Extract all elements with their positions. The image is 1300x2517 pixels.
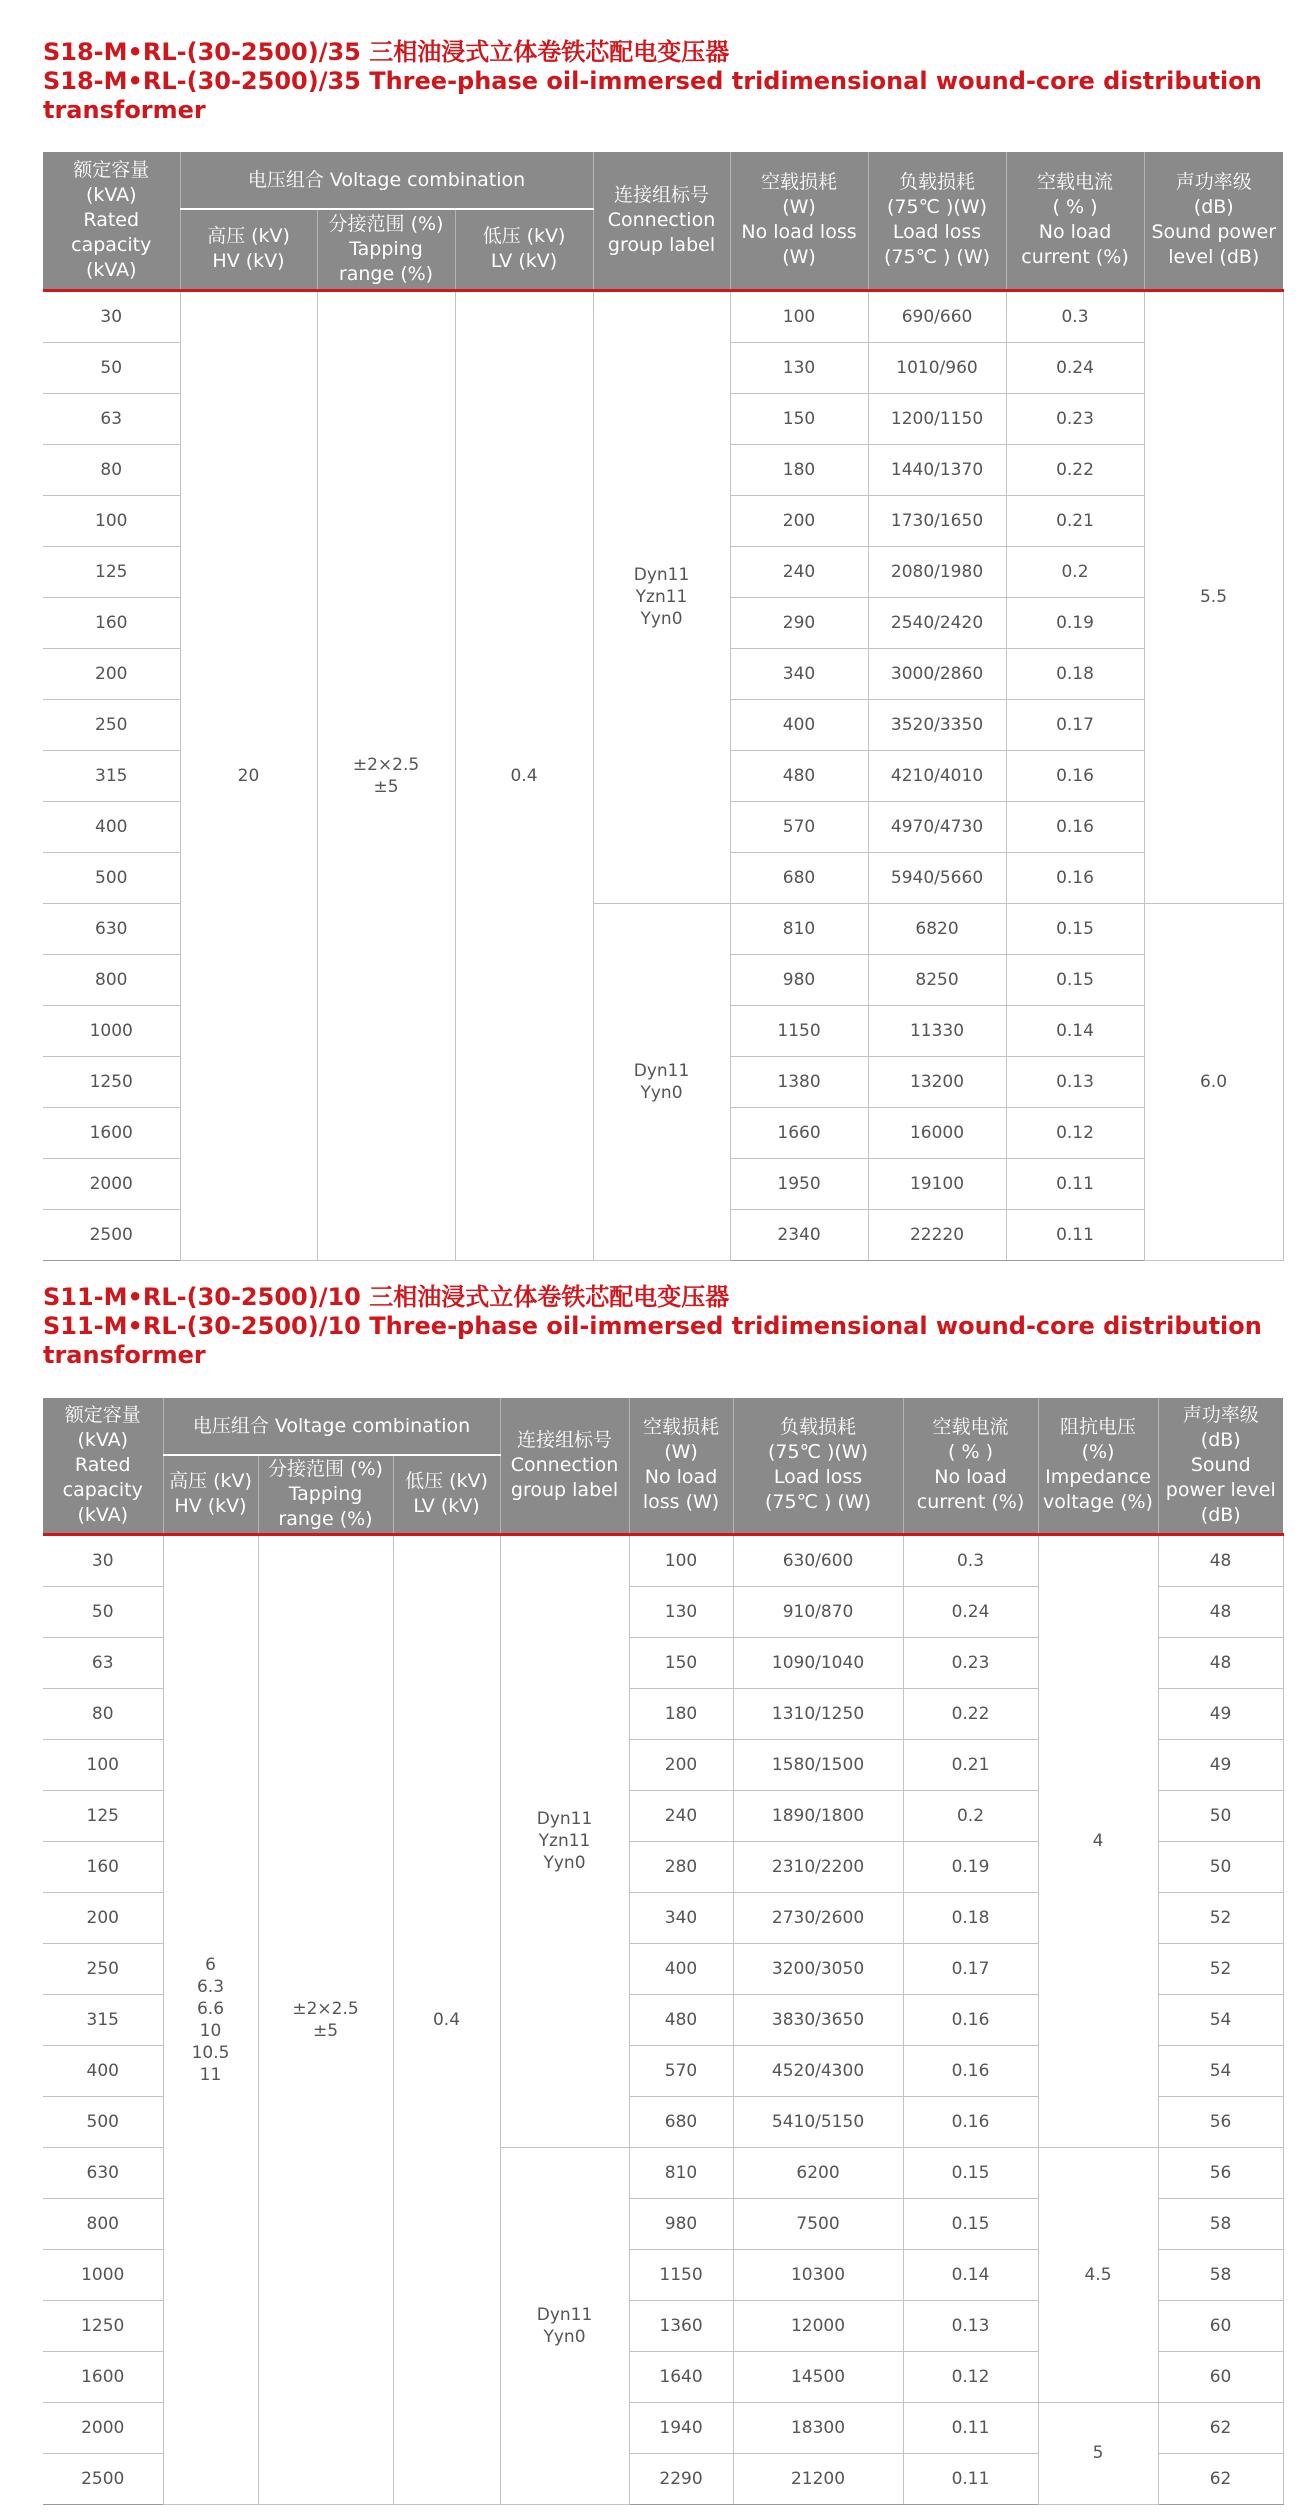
cell-capacity: 100 <box>43 495 180 546</box>
cell-capacity: 125 <box>43 546 180 597</box>
cell-no-load-current: 0.22 <box>1006 444 1144 495</box>
cell-capacity: 500 <box>43 852 180 903</box>
cell-no-load-current: 0.3 <box>1006 290 1144 342</box>
cell-no-load-loss: 810 <box>730 903 868 954</box>
cell-capacity: 30 <box>43 1534 163 1586</box>
cell-hv: 6 6.3 6.6 10 10.5 11 <box>163 1534 258 2504</box>
header-voltage-combination: 电压组合 Voltage combination <box>163 1398 500 1455</box>
cell-load-loss: 630/600 <box>733 1534 903 1586</box>
cell-no-load-loss: 340 <box>629 1892 733 1943</box>
header-rated-capacity: 额定容量 (kVA) Rated capacity (kVA) <box>43 1398 163 1534</box>
cell-capacity: 1600 <box>43 2351 163 2402</box>
cell-impedance-voltage: 4.5 <box>1038 2147 1158 2402</box>
cell-no-load-loss: 130 <box>629 1586 733 1637</box>
s11-title-line-2: S11-M•RL-(30-2500)/10 Three-phase oil-immersed tridimensional wound-core distribution <box>43 1312 1262 1340</box>
cell-lv: 0.4 <box>393 1534 500 2504</box>
cell-no-load-loss: 240 <box>629 1790 733 1841</box>
cell-no-load-loss: 400 <box>730 699 868 750</box>
cell-no-load-current: 0.13 <box>1006 1056 1144 1107</box>
cell-no-load-current: 0.11 <box>903 2402 1038 2453</box>
header-no-load-current: 空载电流 ( % ) No load current (%) <box>903 1398 1038 1534</box>
s18-spec-table <box>43 152 1284 1261</box>
header-tapping-range: 分接范围 (%) Tapping range (%) <box>317 209 455 290</box>
cell-no-load-loss: 180 <box>629 1688 733 1739</box>
s18-title-line-1: S18-M•RL-(30-2500)/35 三相油浸式立体卷铁芯配电变压器 <box>43 38 730 66</box>
cell-sound-power: 58 <box>1158 2249 1283 2300</box>
cell-capacity: 315 <box>43 750 180 801</box>
cell-load-loss: 19100 <box>868 1158 1006 1209</box>
cell-capacity: 315 <box>43 1994 163 2045</box>
cell-capacity: 50 <box>43 1586 163 1637</box>
cell-no-load-loss: 480 <box>629 1994 733 2045</box>
cell-sound-power: 50 <box>1158 1841 1283 1892</box>
cell-no-load-loss: 570 <box>629 2045 733 2096</box>
cell-load-loss: 2730/2600 <box>733 1892 903 1943</box>
cell-sound-power: 54 <box>1158 2045 1283 2096</box>
cell-capacity: 2500 <box>43 2453 163 2504</box>
cell-load-loss: 11330 <box>868 1005 1006 1056</box>
cell-no-load-current: 0.17 <box>1006 699 1144 750</box>
cell-connection-group: Dyn11 Yyn0 <box>593 903 730 1260</box>
cell-capacity: 1250 <box>43 2300 163 2351</box>
cell-sound-power: 58 <box>1158 2198 1283 2249</box>
cell-no-load-loss: 1150 <box>730 1005 868 1056</box>
cell-no-load-current: 0.2 <box>1006 546 1144 597</box>
cell-no-load-loss: 240 <box>730 546 868 597</box>
cell-load-loss: 16000 <box>868 1107 1006 1158</box>
cell-no-load-current: 0.11 <box>1006 1209 1144 1260</box>
cell-connection-group: Dyn11 Yyn0 <box>500 2147 629 2504</box>
cell-no-load-current: 0.19 <box>903 1841 1038 1892</box>
cell-sound-power: 52 <box>1158 1943 1283 1994</box>
cell-sound-power: 48 <box>1158 1586 1283 1637</box>
cell-capacity: 100 <box>43 1739 163 1790</box>
cell-no-load-loss: 1380 <box>730 1056 868 1107</box>
cell-capacity: 2000 <box>43 1158 180 1209</box>
cell-impedance-voltage: 5 <box>1038 2402 1158 2504</box>
cell-load-loss: 18300 <box>733 2402 903 2453</box>
cell-load-loss: 12000 <box>733 2300 903 2351</box>
cell-no-load-loss: 1660 <box>730 1107 868 1158</box>
cell-capacity: 63 <box>43 1637 163 1688</box>
cell-sound-power: 48 <box>1158 1534 1283 1586</box>
cell-load-loss: 3200/3050 <box>733 1943 903 1994</box>
cell-sound-power: 60 <box>1158 2351 1283 2402</box>
cell-load-loss: 5940/5660 <box>868 852 1006 903</box>
cell-sound-power: 54 <box>1158 1994 1283 2045</box>
cell-load-loss: 4970/4730 <box>868 801 1006 852</box>
cell-load-loss: 1890/1800 <box>733 1790 903 1841</box>
cell-load-loss: 3520/3350 <box>868 699 1006 750</box>
cell-no-load-current: 0.22 <box>903 1688 1038 1739</box>
cell-no-load-loss: 280 <box>629 1841 733 1892</box>
header-no-load-loss: 空载损耗 (W) No load loss (W) <box>730 152 868 290</box>
cell-load-loss: 7500 <box>733 2198 903 2249</box>
cell-connection-group: Dyn11 Yzn11 Yyn0 <box>593 290 730 903</box>
header-sound-power-level: 声功率级 (dB) Sound power level (dB) <box>1144 152 1283 290</box>
cell-sound-power: 60 <box>1158 2300 1283 2351</box>
cell-no-load-current: 0.14 <box>1006 1005 1144 1056</box>
cell-capacity: 1000 <box>43 1005 180 1056</box>
cell-no-load-loss: 150 <box>629 1637 733 1688</box>
cell-capacity: 50 <box>43 342 180 393</box>
cell-capacity: 630 <box>43 2147 163 2198</box>
cell-load-loss: 21200 <box>733 2453 903 2504</box>
table-row <box>43 1534 1283 1586</box>
cell-no-load-current: 0.15 <box>903 2198 1038 2249</box>
cell-load-loss: 1440/1370 <box>868 444 1006 495</box>
s11-title <box>43 1283 1262 1370</box>
cell-capacity: 80 <box>43 1688 163 1739</box>
cell-sound-power: 50 <box>1158 1790 1283 1841</box>
cell-capacity: 2500 <box>43 1209 180 1260</box>
cell-no-load-loss: 1150 <box>629 2249 733 2300</box>
cell-load-loss: 1090/1040 <box>733 1637 903 1688</box>
cell-no-load-current: 0.11 <box>1006 1158 1144 1209</box>
cell-no-load-current: 0.16 <box>1006 750 1144 801</box>
cell-no-load-loss: 2340 <box>730 1209 868 1260</box>
cell-no-load-current: 0.16 <box>903 2096 1038 2147</box>
cell-capacity: 250 <box>43 1943 163 1994</box>
cell-capacity: 30 <box>43 290 180 342</box>
cell-load-loss: 4210/4010 <box>868 750 1006 801</box>
cell-no-load-current: 0.16 <box>1006 852 1144 903</box>
s18-title <box>43 38 1262 125</box>
cell-capacity: 630 <box>43 903 180 954</box>
cell-no-load-loss: 100 <box>629 1534 733 1586</box>
cell-load-loss: 22220 <box>868 1209 1006 1260</box>
cell-load-loss: 2540/2420 <box>868 597 1006 648</box>
cell-no-load-loss: 290 <box>730 597 868 648</box>
cell-no-load-loss: 680 <box>629 2096 733 2147</box>
s11-table-body <box>43 1534 1283 2504</box>
cell-no-load-current: 0.15 <box>1006 903 1144 954</box>
cell-sound-power: 52 <box>1158 1892 1283 1943</box>
cell-tapping-range: ±2×2.5 ±5 <box>317 290 455 1260</box>
s11-spec-table <box>43 1398 1284 2505</box>
cell-capacity: 500 <box>43 2096 163 2147</box>
cell-no-load-current: 0.18 <box>903 1892 1038 1943</box>
cell-no-load-loss: 1940 <box>629 2402 733 2453</box>
cell-capacity: 800 <box>43 954 180 1005</box>
cell-capacity: 80 <box>43 444 180 495</box>
header-rated-capacity: 额定容量 (kVA) Rated capacity (kVA) <box>43 152 180 290</box>
header-connection-group: 连接组标号 Connection group label <box>593 152 730 290</box>
cell-capacity: 400 <box>43 801 180 852</box>
cell-no-load-loss: 100 <box>730 290 868 342</box>
cell-no-load-loss: 340 <box>730 648 868 699</box>
s18-title-line-3: transformer <box>43 96 206 124</box>
cell-load-loss: 14500 <box>733 2351 903 2402</box>
cell-load-loss: 1010/960 <box>868 342 1006 393</box>
cell-no-load-current: 0.2 <box>903 1790 1038 1841</box>
cell-capacity: 400 <box>43 2045 163 2096</box>
cell-no-load-current: 0.12 <box>1006 1107 1144 1158</box>
cell-no-load-current: 0.16 <box>903 1994 1038 2045</box>
cell-load-loss: 4520/4300 <box>733 2045 903 2096</box>
cell-load-loss: 6200 <box>733 2147 903 2198</box>
cell-no-load-loss: 1360 <box>629 2300 733 2351</box>
cell-load-loss: 910/870 <box>733 1586 903 1637</box>
cell-no-load-current: 0.24 <box>1006 342 1144 393</box>
cell-lv: 0.4 <box>455 290 593 1260</box>
cell-no-load-loss: 680 <box>730 852 868 903</box>
cell-hv: 20 <box>180 290 317 1260</box>
cell-no-load-loss: 980 <box>730 954 868 1005</box>
cell-load-loss: 5410/5150 <box>733 2096 903 2147</box>
header-voltage-combination: 电压组合 Voltage combination <box>180 152 593 209</box>
cell-sound-power: 49 <box>1158 1739 1283 1790</box>
cell-load-loss: 3000/2860 <box>868 648 1006 699</box>
cell-sound-power: 48 <box>1158 1637 1283 1688</box>
header-load-loss: 负载损耗 (75℃ )(W) Load loss (75℃ ) (W) <box>868 152 1006 290</box>
cell-sound-power: 56 <box>1158 2096 1283 2147</box>
cell-no-load-loss: 200 <box>629 1739 733 1790</box>
cell-capacity: 1600 <box>43 1107 180 1158</box>
cell-no-load-current: 0.21 <box>1006 495 1144 546</box>
cell-capacity: 2000 <box>43 2402 163 2453</box>
cell-no-load-loss: 480 <box>730 750 868 801</box>
cell-no-load-current: 0.14 <box>903 2249 1038 2300</box>
cell-load-loss: 1580/1500 <box>733 1739 903 1790</box>
cell-load-loss: 6820 <box>868 903 1006 954</box>
cell-no-load-loss: 980 <box>629 2198 733 2249</box>
cell-capacity: 250 <box>43 699 180 750</box>
s18-title-line-2: S18-M•RL-(30-2500)/35 Three-phase oil-immersed tridimensional wound-core distribution <box>43 67 1262 95</box>
cell-sound-power: 6.0 <box>1144 903 1283 1260</box>
header-load-loss: 负载损耗 (75℃ )(W) Load loss (75℃ ) (W) <box>733 1398 903 1534</box>
cell-no-load-loss: 810 <box>629 2147 733 2198</box>
cell-capacity: 63 <box>43 393 180 444</box>
header-hv: 高压 (kV) HV (kV) <box>163 1455 258 1534</box>
cell-tapping-range: ±2×2.5 ±5 <box>258 1534 393 2504</box>
cell-capacity: 200 <box>43 1892 163 1943</box>
header-tapping-range: 分接范围 (%) Tapping range (%) <box>258 1455 393 1534</box>
cell-sound-power: 5.5 <box>1144 290 1283 903</box>
cell-no-load-current: 0.13 <box>903 2300 1038 2351</box>
cell-load-loss: 690/660 <box>868 290 1006 342</box>
cell-load-loss: 1730/1650 <box>868 495 1006 546</box>
cell-no-load-loss: 130 <box>730 342 868 393</box>
header-lv: 低压 (kV) LV (kV) <box>455 209 593 290</box>
header-impedance-voltage: 阻抗电压 (%) Impedance voltage (%) <box>1038 1398 1158 1534</box>
s11-title-line-3: transformer <box>43 1341 206 1369</box>
cell-no-load-loss: 150 <box>730 393 868 444</box>
cell-no-load-loss: 2290 <box>629 2453 733 2504</box>
header-hv: 高压 (kV) HV (kV) <box>180 209 317 290</box>
header-no-load-current: 空载电流 ( % ) No load current (%) <box>1006 152 1144 290</box>
cell-sound-power: 62 <box>1158 2402 1283 2453</box>
cell-no-load-loss: 180 <box>730 444 868 495</box>
cell-capacity: 200 <box>43 648 180 699</box>
cell-sound-power: 49 <box>1158 1688 1283 1739</box>
cell-no-load-loss: 200 <box>730 495 868 546</box>
cell-sound-power: 62 <box>1158 2453 1283 2504</box>
cell-capacity: 125 <box>43 1790 163 1841</box>
cell-load-loss: 2310/2200 <box>733 1841 903 1892</box>
header-sound-power-level: 声功率级 (dB) Sound power level (dB) <box>1158 1398 1283 1534</box>
cell-no-load-current: 0.16 <box>903 2045 1038 2096</box>
cell-no-load-loss: 400 <box>629 1943 733 1994</box>
cell-no-load-current: 0.11 <box>903 2453 1038 2504</box>
header-connection-group: 连接组标号 Connection group label <box>500 1398 629 1534</box>
cell-capacity: 160 <box>43 597 180 648</box>
cell-load-loss: 2080/1980 <box>868 546 1006 597</box>
cell-capacity: 1000 <box>43 2249 163 2300</box>
cell-capacity: 160 <box>43 1841 163 1892</box>
header-lv: 低压 (kV) LV (kV) <box>393 1455 500 1534</box>
cell-load-loss: 10300 <box>733 2249 903 2300</box>
cell-connection-group: Dyn11 Yzn11 Yyn0 <box>500 1534 629 2147</box>
table-row <box>43 290 1283 342</box>
cell-load-loss: 3830/3650 <box>733 1994 903 2045</box>
header-no-load-loss: 空载损耗 (W) No load loss (W) <box>629 1398 733 1534</box>
cell-no-load-current: 0.21 <box>903 1739 1038 1790</box>
cell-capacity: 800 <box>43 2198 163 2249</box>
cell-no-load-loss: 570 <box>730 801 868 852</box>
s18-table-body <box>43 290 1283 1260</box>
cell-sound-power: 56 <box>1158 2147 1283 2198</box>
cell-no-load-current: 0.15 <box>1006 954 1144 1005</box>
cell-no-load-loss: 1640 <box>629 2351 733 2402</box>
cell-no-load-current: 0.17 <box>903 1943 1038 1994</box>
cell-no-load-current: 0.24 <box>903 1586 1038 1637</box>
cell-no-load-loss: 1950 <box>730 1158 868 1209</box>
cell-no-load-current: 0.23 <box>903 1637 1038 1688</box>
cell-capacity: 1250 <box>43 1056 180 1107</box>
cell-load-loss: 1200/1150 <box>868 393 1006 444</box>
cell-no-load-current: 0.3 <box>903 1534 1038 1586</box>
cell-no-load-current: 0.19 <box>1006 597 1144 648</box>
cell-load-loss: 8250 <box>868 954 1006 1005</box>
cell-load-loss: 13200 <box>868 1056 1006 1107</box>
s11-title-line-1: S11-M•RL-(30-2500)/10 三相油浸式立体卷铁芯配电变压器 <box>43 1283 730 1311</box>
cell-no-load-current: 0.15 <box>903 2147 1038 2198</box>
cell-no-load-current: 0.18 <box>1006 648 1144 699</box>
cell-no-load-current: 0.16 <box>1006 801 1144 852</box>
cell-load-loss: 1310/1250 <box>733 1688 903 1739</box>
cell-no-load-current: 0.12 <box>903 2351 1038 2402</box>
cell-no-load-current: 0.23 <box>1006 393 1144 444</box>
cell-impedance-voltage: 4 <box>1038 1534 1158 2147</box>
